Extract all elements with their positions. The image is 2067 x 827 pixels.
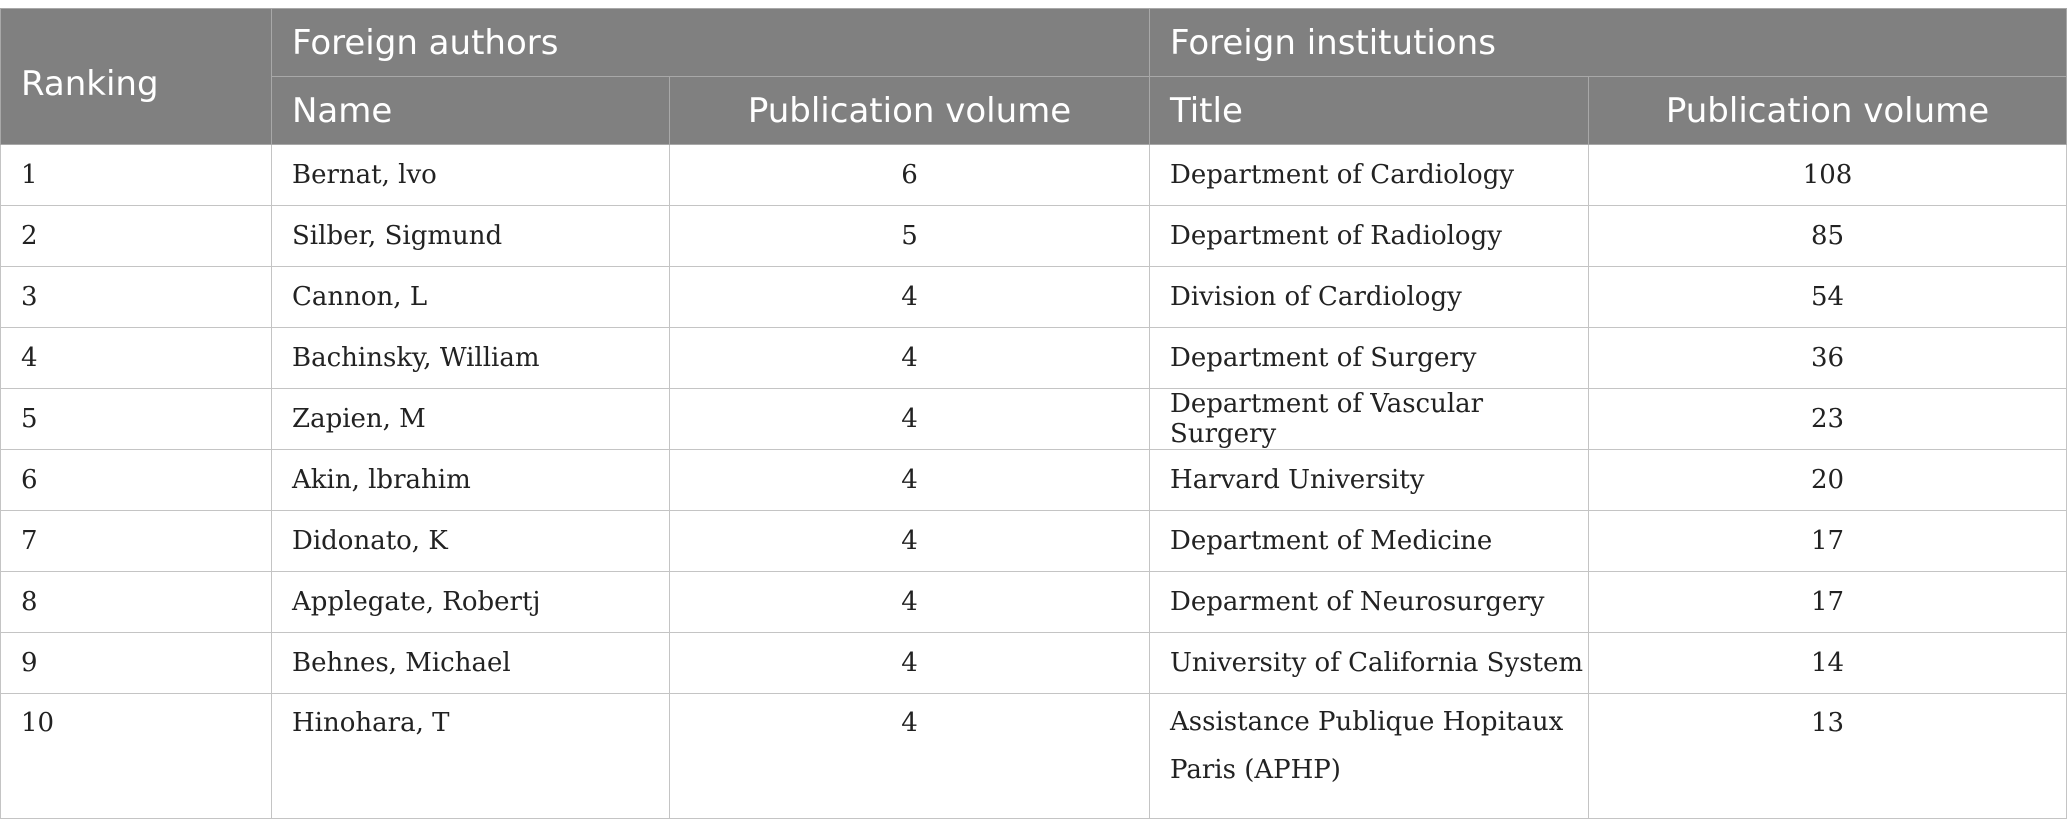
table-row bbox=[1, 572, 2067, 633]
rank-cell: 7 bbox=[1, 511, 272, 572]
institution-title-cell: Deparment of Neurosurgery bbox=[1150, 572, 1589, 633]
table-row bbox=[1, 206, 2067, 267]
institution-title-cell: Assistance Publique Hopitaux Paris (APHP) bbox=[1150, 694, 1589, 819]
foreign-institutions-header: Foreign institutions bbox=[1150, 9, 2067, 77]
table-row bbox=[1, 267, 2067, 328]
rank-cell: 1 bbox=[1, 145, 272, 206]
table-row bbox=[1, 450, 2067, 511]
author-name-cell: Silber, Sigmund bbox=[272, 206, 670, 267]
author-volume-cell: 4 bbox=[670, 633, 1150, 694]
institution-volume-cell: 108 bbox=[1589, 145, 2067, 206]
rank-cell: 2 bbox=[1, 206, 272, 267]
author-name-cell: Didonato, K bbox=[272, 511, 670, 572]
header-row-sub bbox=[1, 77, 2067, 145]
author-name-cell: Hinohara, T bbox=[272, 694, 670, 819]
table-row bbox=[1, 633, 2067, 694]
rank-cell: 9 bbox=[1, 633, 272, 694]
author-volume-cell: 4 bbox=[670, 389, 1150, 450]
institution-volume-cell: 17 bbox=[1589, 572, 2067, 633]
header-row-top bbox=[1, 9, 2067, 77]
rank-cell: 5 bbox=[1, 389, 272, 450]
institution-volume-cell: 23 bbox=[1589, 389, 2067, 450]
author-volume-cell: 6 bbox=[670, 145, 1150, 206]
author-volume-header: Publication volume bbox=[670, 77, 1150, 145]
institution-title-cell: Harvard University bbox=[1150, 450, 1589, 511]
institution-volume-cell: 54 bbox=[1589, 267, 2067, 328]
ranking-header: Ranking bbox=[1, 9, 272, 145]
author-name-cell: Cannon, L bbox=[272, 267, 670, 328]
institution-volume-cell: 85 bbox=[1589, 206, 2067, 267]
author-name-cell: Bachinsky, William bbox=[272, 328, 670, 389]
institution-title-cell: Department of Surgery bbox=[1150, 328, 1589, 389]
foreign-authors-header: Foreign authors bbox=[272, 9, 1150, 77]
author-volume-cell: 4 bbox=[670, 267, 1150, 328]
ranking-table bbox=[0, 8, 2067, 819]
institution-title-cell: Department of Cardiology bbox=[1150, 145, 1589, 206]
author-volume-cell: 5 bbox=[670, 206, 1150, 267]
rank-cell: 6 bbox=[1, 450, 272, 511]
institution-title-cell: Department of Vascular Surgery bbox=[1150, 389, 1589, 450]
title-header: Title bbox=[1150, 77, 1589, 145]
institution-volume-cell: 14 bbox=[1589, 633, 2067, 694]
author-name-cell: Akin, lbrahim bbox=[272, 450, 670, 511]
author-name-cell: Bernat, lvo bbox=[272, 145, 670, 206]
rank-cell: 8 bbox=[1, 572, 272, 633]
institution-volume-cell: 13 bbox=[1589, 694, 2067, 819]
rank-cell: 4 bbox=[1, 328, 272, 389]
author-volume-cell: 4 bbox=[670, 572, 1150, 633]
institution-title-cell: Department of Radiology bbox=[1150, 206, 1589, 267]
institution-volume-cell: 36 bbox=[1589, 328, 2067, 389]
table-row bbox=[1, 511, 2067, 572]
author-name-cell: Zapien, M bbox=[272, 389, 670, 450]
author-name-cell: Behnes, Michael bbox=[272, 633, 670, 694]
institution-title-cell: University of California System bbox=[1150, 633, 1589, 694]
table-row bbox=[1, 328, 2067, 389]
author-name-cell: Applegate, Robertj bbox=[272, 572, 670, 633]
name-header: Name bbox=[272, 77, 670, 145]
table-row bbox=[1, 694, 2067, 819]
author-volume-cell: 4 bbox=[670, 450, 1150, 511]
institution-title-cell: Division of Cardiology bbox=[1150, 267, 1589, 328]
institution-title-cell: Department of Medicine bbox=[1150, 511, 1589, 572]
author-volume-cell: 4 bbox=[670, 511, 1150, 572]
table-row bbox=[1, 389, 2067, 450]
institution-volume-header: Publication volume bbox=[1589, 77, 2067, 145]
institution-volume-cell: 17 bbox=[1589, 511, 2067, 572]
author-volume-cell: 4 bbox=[670, 328, 1150, 389]
rank-cell: 10 bbox=[1, 694, 272, 819]
institution-volume-cell: 20 bbox=[1589, 450, 2067, 511]
rank-cell: 3 bbox=[1, 267, 272, 328]
table-row bbox=[1, 145, 2067, 206]
author-volume-cell: 4 bbox=[670, 694, 1150, 819]
table-container bbox=[0, 8, 2067, 819]
